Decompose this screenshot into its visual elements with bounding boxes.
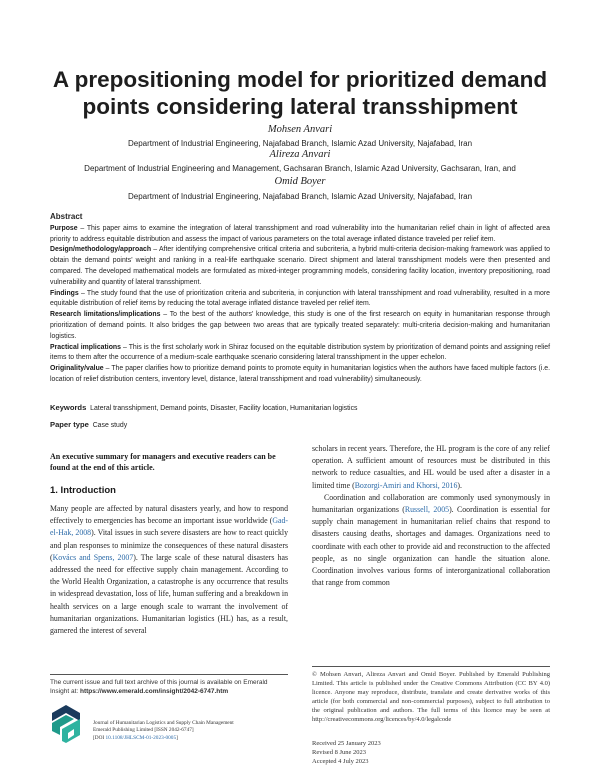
- divider: [312, 666, 550, 667]
- citation-link[interactable]: Russell, 2005: [404, 505, 450, 515]
- body-paragraph: [312, 443, 550, 492]
- author-affiliation: Department of Industrial Engineering and Management, Gachsaran Branch, Islamic Azad University, Gachsaran, Iran, and: [84, 164, 516, 173]
- author-affiliation: Department of Industrial Engineering, Najafabad Branch, Islamic Azad University, Najafabad, Iran: [127, 192, 473, 201]
- abstract-originality-label: Originality/value: [50, 365, 104, 373]
- abstract-design: [50, 245, 550, 288]
- article-history: [312, 740, 550, 767]
- body-text: Coordination and collaboration are commonly used synonymously in humanitarian organizations (: [312, 492, 550, 515]
- abstract-findings: [50, 289, 550, 311]
- received-date: Received 25 January 2023: [312, 740, 381, 747]
- copyright-text: © Mohsen Anvari, Alireza Anvari and Omid Boyer. Published by Emerald Publishing Limited. This article is published under the Creative Commons Attribution (CC BY 4.0) licence. Anyone may reproduce, distribute, translate and create derivative works of this article (for both commercial and non-commercial purposes), subject to full attribution to the original publication and authors. The full terms of this licence may be seen at http://creativecommons.org/licences/by/4.0/legalcode: [312, 671, 550, 723]
- abstract-practical-label: Practical implications: [50, 343, 121, 351]
- right-column-text: [312, 443, 550, 589]
- keywords-label: Keywords: [50, 403, 87, 412]
- archive-note: [50, 678, 288, 696]
- intro-text: Many people are affected by natural disasters yearly, and how to respond effectively to emergencies has become an important issue worldwide (: [50, 504, 288, 526]
- abstract: [50, 212, 550, 386]
- doi-label: [DOI: [93, 734, 106, 741]
- intro-text: ). Vital issues in such severe disasters are how to react quickly and plan responses to minimize the consequences of these natural disasters (: [50, 528, 288, 562]
- abstract-research: [50, 310, 550, 342]
- paper-type-text: Case study: [92, 422, 128, 429]
- body-text: scholars in recent years. Therefore, the HL program is the core of any relief operation. A sufficient amount of resources must be distributed in this network to reduce casualties, and HL would be used after a disaster in a limited time (: [312, 444, 550, 490]
- keywords: [50, 403, 550, 412]
- body-paragraph: [312, 492, 550, 590]
- abstract-heading: Abstract: [50, 212, 83, 221]
- body-text: ).: [457, 480, 462, 490]
- paper-type: [50, 420, 550, 429]
- author-name: Omid Boyer: [274, 176, 326, 187]
- abstract-research-text: – To the best of the authors’ knowledge, this study is one of the first research on equity in humanitarian response through prioritization of demand points. It also bridges the gap between two areas that are typically treated separately: multi-criteria decision-making and humanitarian logistics.: [50, 311, 550, 340]
- revised-date: Revised 8 June 2023: [312, 748, 366, 756]
- keywords-text: Lateral transshipment, Demand points, Disaster, Facility location, Humanitarian logistics: [90, 405, 358, 412]
- abstract-originality-text: – The paper clarifies how to prioritize demand points to promote equity in humanitarian logistics when the authors have faced multiple factors (i.e. location of relief distribution centers, inventory level, distance, lateral transshipment and road vulnerability) simultaneously.: [50, 365, 550, 383]
- abstract-design-text: – After identifying comprehensive critical criteria and subcriteria, a hybrid multi-criteria decision-making framework was applied to obtain the demand points’ weight and ranking in a real-life earthquake scenario. Direct shipment and lateral transshipment models were then presented and compared. The developed mathematical models are formulated as mixed-integer programming models, considering facility location, inventory prepositioning, road vulnerability and quantity of lateral transshipment.: [50, 246, 550, 286]
- abstract-practical-text: – This is the first scholarly work in Shiraz focused on the equitable distribution system by prioritization of demand points and assigning relief items to them after the occurrence of a medium-scale earthquake scenario considering lateral transshipment in the upper echelon.: [50, 343, 550, 362]
- journal-info: [93, 720, 288, 742]
- paper-title: [0, 66, 600, 120]
- paper-title-line-1: A prepositioning model for prioritized demand: [52, 67, 548, 92]
- paper-title-line-2: points considering lateral transshipment: [82, 94, 518, 119]
- abstract-purpose-text: – This paper aims to examine the integration of lateral transshipment and road vulnerability into the humanitarian relief chain in light of affected area priority to address equitable distribution and assess the impact of various parameters on the total average inflated distance traveled per relief item.: [50, 224, 550, 243]
- author-name: Alireza Anvari: [269, 149, 331, 160]
- emerald-logo-icon: [52, 705, 84, 743]
- citation-link[interactable]: Kovács and Spens, 2007: [52, 552, 134, 562]
- section-heading-introduction: 1. Introduction: [50, 485, 116, 496]
- divider: [50, 674, 288, 675]
- body-text: ). Coordination is essential for supply chain management in humanitarian relief chains that respond to disasters causing deaths, shortages and damages. Organizations need to coordinate with each other to provide aid and reconstruction to the affected people, as no single organization can handle the situation alone. Coordination involves various forms of interorganizational collaboration that range from common: [312, 505, 551, 588]
- doi-link[interactable]: 10.1108/JHLSCM-01-2023-0005: [105, 734, 177, 741]
- abstract-research-label: Research limitations/implications: [50, 311, 161, 319]
- intro-text: ). The large scale of these natural disasters has addressed the need for effective supply chain management. According to the World Health Organization, a catastrophe is any occurrence that results in widespread devastation, loss of life, human suffering and a breakdown in health services on a large enough scale to warrant the involvement of humanitarian organizations. Humanitarian logistics (HL) has, as a result, garnered the interest of several: [50, 552, 288, 636]
- abstract-findings-text: – The study found that the use of prioritization criteria and subcriteria, in conjunction with lateral transshipment and road vulnerability, resulted in a more equitable distribution of relief items by reducing the total average inflated distance traveled per relief item.: [50, 289, 550, 308]
- author-name: Mohsen Anvari: [267, 124, 333, 135]
- author-affiliation: Department of Industrial Engineering, Najafabad Branch, Islamic Azad University, Najafabad, Iran: [127, 139, 473, 148]
- citation-link[interactable]: Gad-el-Hak, 2008: [50, 516, 288, 538]
- abstract-purpose-label: Purpose: [50, 224, 78, 232]
- abstract-practical: [50, 343, 550, 365]
- executive-summary-note: An executive summary for managers and executive readers can be found at the end of this article.: [50, 452, 276, 472]
- introduction-paragraph: [50, 503, 288, 637]
- abstract-design-label: Design/methodology/approach: [50, 246, 152, 254]
- doi-end: ]: [176, 734, 178, 741]
- journal-name: Journal of Humanitarian Logistics and Supply Chain Management: [93, 720, 234, 726]
- accepted-date: Accepted 4 July 2023: [312, 757, 369, 765]
- citation-link[interactable]: Bozorgi-Amiri and Khorsi, 2016: [354, 480, 458, 490]
- journal-publisher: Emerald Publishing Limited [ISSN 2042-6747]: [93, 727, 194, 734]
- archive-url[interactable]: https://www.emerald.com/insight/2042-6747.htm: [80, 688, 229, 695]
- copyright-notice: [312, 671, 550, 724]
- abstract-purpose: [50, 224, 550, 246]
- abstract-originality: [50, 364, 550, 386]
- archive-note-text: The current issue and full text archive of this journal is available on Emerald Insight at:: [50, 679, 268, 695]
- abstract-findings-label: Findings: [50, 289, 79, 297]
- journal-doi: [93, 735, 288, 742]
- paper-type-label: Paper type: [50, 420, 89, 429]
